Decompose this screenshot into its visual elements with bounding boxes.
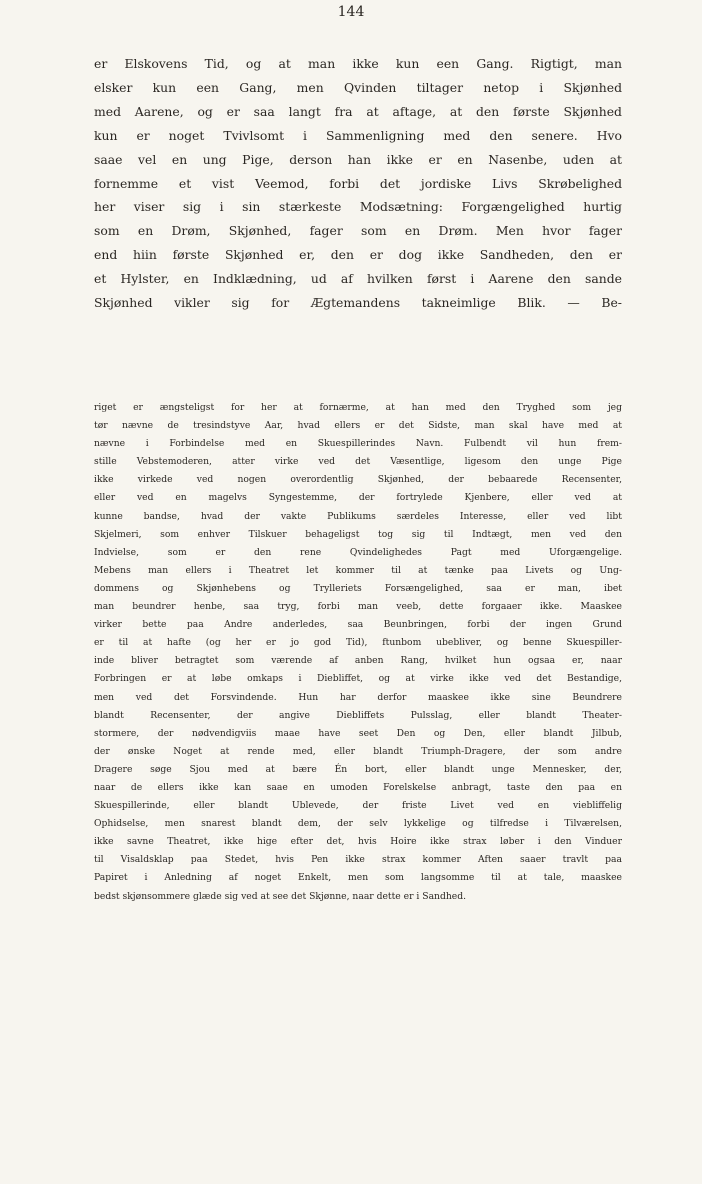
footnote-line: blandt Recensenter, der angive Diebliffets Pulsslag, eller blandt Theater- (94, 709, 622, 721)
footnote-line: naar de ellers ikke kan saae en umoden Forelskelse anbragt, taste den paa en (94, 781, 622, 793)
body-text-line: end hiin første Skjønhed er, den er dog ikke Sandheden, den er (94, 247, 622, 263)
footnote-line: er til at hafte (og her er jo god Tid), ftunbom ubebliver, og benne Skuespiller- (94, 637, 622, 649)
page-number: 144 (337, 4, 365, 20)
footnote-line: Skuespillerinde, eller blandt Ublevede, der friste Livet ved en viebliffelig (94, 800, 622, 812)
footnote-line: kunne bandse, hvad der vakte Publikums særdeles Interesse, eller ved libt (94, 510, 622, 522)
footnote-line: eller ved en magelvs Syngestemme, der fortrylede Kjenbere, eller ved at (94, 492, 622, 504)
footnote-line: Papiret i Anledning af noget Enkelt, men som langsomme til at tale, maaskee (94, 872, 622, 884)
body-text-line: Skjønhed vikler sig for Ægtemandens takneimlige Blik. — Be- (94, 295, 622, 311)
body-text-line: her viser sig i sin stærkeste Modsætning: Forgængelighed hurtig (94, 199, 622, 215)
footnote-line: dommens og Skjønhebens og Trylleriets Forsængelighed, saa er man, ibet (94, 582, 622, 594)
body-text-line: et Hylster, en Indklædning, ud af hvilken først i Aarene den sande (94, 271, 622, 287)
footnote-line: nævne i Forbindelse med en Skuespillerindes Navn. Fulbendt vil hun frem- (94, 438, 622, 450)
body-text-line: kun er noget Tvivlsomt i Sammenligning med den senere. Hvo (94, 127, 622, 143)
body-text-line: er Elskovens Tid, og at man ikke kun een Gang. Rigtigt, man (94, 56, 622, 71)
footnote-line: riget er ængsteligst for her at fornærme, at han med den Tryghed som jeg (94, 402, 622, 413)
body-text (94, 52, 622, 315)
body-text-line: som en Drøm, Skjønhed, fager som en Drøm. Men hvor fager (94, 223, 622, 239)
footnote-line: Indvielse, som er den rene Qvindelighedes Pagt med Uforgængelige. (94, 546, 622, 558)
footnote-line: Mebens man ellers i Theatret let kommer til at tænke paa Livets og Ung- (94, 564, 622, 576)
footnote-line: men ved det Forsvindende. Hun har derfor maaskee ikke sine Beundrere (94, 691, 622, 703)
footnote-line: Dragere søge Sjou med at bære Én bort, eller blandt unge Mennesker, der, (94, 763, 622, 775)
footnote-line: stille Vebstemoderen, atter virke ved det Væsentlige, ligesom den unge Pige (94, 456, 622, 468)
footnote-line: ikke virkede ved nogen overordentlig Skjønhed, der bebaarede Recensenter, (94, 474, 622, 486)
footnote-line: stormere, der nødvendigviis maae have seet Den og Den, eller blandt Jilbub, (94, 727, 622, 739)
body-text-line: elsker kun een Gang, men Qvinden tiltager netop i Skjønhed (94, 79, 622, 95)
footnote-line: der ønske Noget at rende med, eller blandt Triumph-Dragere, der som andre (94, 745, 622, 757)
footnote-line: bedst skjønsommere glæde sig ved at see det Skjønne, naar dette er i Sandhed. (94, 890, 467, 902)
footnote-line: ikke savne Theatret, ikke hige efter det, hvis Hoire ikke strax løber i den Vinduer (94, 836, 622, 848)
footnote-line: til Visaldsklap paa Stedet, hvis Pen ikke strax kommer Aften saaer travlt paa (94, 854, 622, 866)
footnote-line: tør nævne de tresindstyve Aar, hvad ellers er det Sidste, man skal have med at (94, 420, 622, 432)
footnote-line: Ophidselse, men snarest blandt dem, der selv lykkelige og tilfredse i Tilværelsen, (94, 818, 622, 830)
footnote-line: Forbringen er at løbe omkaps i Diebliffet, og at virke ikke ved det Bestandige, (94, 673, 622, 685)
body-text-line: fornemme et vist Veemod, forbi det jordiske Livs Skrøbelighed (94, 175, 622, 191)
body-text-line: med Aarene, og er saa langt fra at aftage, at den første Skjønhed (94, 103, 622, 119)
footnote-line: inde bliver betragtet som værende af anben Rang, hvilket hun ogsaa er, naar (94, 655, 622, 667)
body-text-line: saae vel en ung Pige, derson han ikke er en Nasenbe, uden at (94, 151, 622, 167)
footnote-line: man beundrer henbe, saa tryg, forbi man veeb, dette forgaaer ikke. Maaskee (94, 601, 622, 613)
footnote-line: virker bette paa Andre anderledes, saa Beunbringen, forbi der ingen Grund (94, 619, 622, 631)
footnote-line: Skjelmeri, som enhver Tilskuer behageligst tog sig til Indtægt, men ved den (94, 528, 622, 540)
footnote-text (94, 399, 622, 906)
